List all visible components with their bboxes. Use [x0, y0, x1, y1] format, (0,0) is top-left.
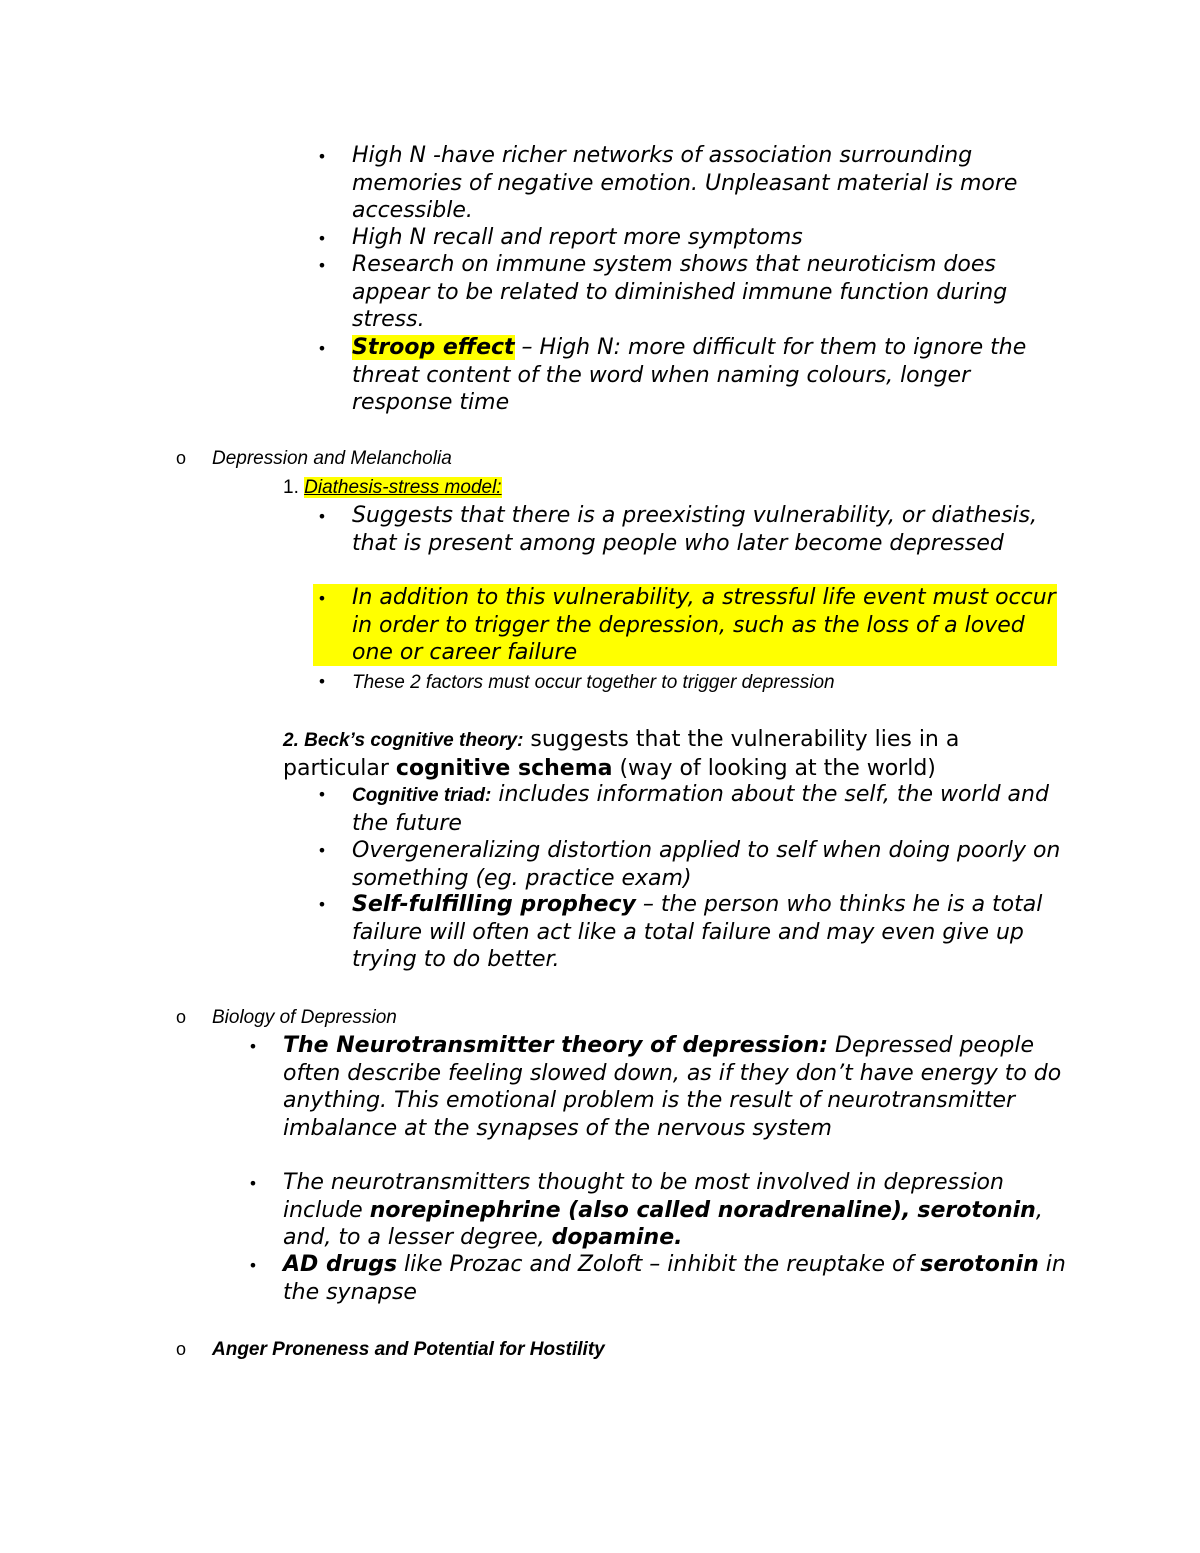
self-fulfilling-prophecy-term: Self-fulfilling prophecy	[352, 892, 636, 917]
item-text: High N recall and report more symptoms	[352, 225, 803, 250]
list-item-cognitive-triad	[352, 781, 1072, 837]
bullet-dot: •	[317, 339, 327, 358]
list-item-immune-research	[352, 251, 1072, 334]
beck-text: suggests that the vulnerability lies in a particular	[283, 727, 960, 781]
list-item-high-n-recall	[352, 224, 1072, 252]
circle-bullet: o	[176, 1339, 187, 1359]
item-text: like Prozac and Zoloft – inhibit the reuptake of	[397, 1252, 921, 1277]
item-text: High N -have richer networks of association surrounding memories of negative emotion. Unpleasant material is more accessible.	[352, 143, 1018, 223]
heading-depression-melancholia: Depression and Melancholia	[212, 448, 452, 469]
bullet-dot: •	[317, 147, 327, 166]
cognitive-schema-term: cognitive schema	[395, 755, 613, 781]
item-text: In addition to this vulnerability, a stressful life event must occur in order to trigger the depression, such as the loss of a loved one or career failure	[352, 585, 1056, 665]
beck-cognitive-theory-paragraph	[283, 726, 1043, 782]
subheading-number: 1.	[283, 477, 305, 498]
item-text: includes information about the self, the world and the future	[352, 782, 1049, 836]
list-item-high-n-networks	[352, 142, 1072, 225]
item-text: , and, to a lesser degree,	[283, 1197, 1043, 1250]
heading-anger-proneness: Anger Proneness and Potential for Hostility	[212, 1339, 605, 1360]
bullet-dot: •	[248, 1256, 258, 1275]
bullet-dot: •	[248, 1174, 258, 1193]
list-item-neurotransmitter-theory	[283, 1032, 1073, 1142]
item-text: Overgeneralizing distortion applied to self when doing poorly on something (eg. practice exam)	[352, 838, 1061, 891]
ad-drugs-term: AD drugs	[283, 1252, 398, 1277]
list-item-preexisting-vulnerability	[352, 502, 1072, 557]
bullet-dot: •	[317, 672, 327, 691]
cognitive-triad-label: Cognitive triad:	[352, 785, 492, 806]
item-text: – High N: more difficult for them to ignore the threat content of the word when naming colours, longer response time	[352, 335, 1027, 415]
list-item-stroop-effect	[352, 334, 1072, 417]
bullet-dot: •	[317, 507, 327, 526]
serotonin-term: serotonin	[920, 1252, 1039, 1277]
list-item-self-fulfilling-prophecy	[352, 891, 1072, 974]
list-item-overgeneralizing	[352, 837, 1072, 892]
bullet-dot: •	[317, 589, 327, 608]
bullet-dot: •	[248, 1037, 258, 1056]
item-text: in the synapse	[283, 1252, 1066, 1305]
item-text: These 2 factors must occur together to trigger depression	[352, 672, 835, 693]
bullet-dot: •	[317, 841, 327, 860]
neurotransmitter-theory-term: The Neurotransmitter theory of depression:	[283, 1033, 829, 1058]
circle-bullet: o	[176, 448, 187, 468]
item-text: Research on immune system shows that neuroticism does appear to be related to diminished immune function during stress.	[352, 252, 1008, 332]
circle-bullet: o	[176, 1007, 187, 1027]
diathesis-title: Diathesis-stress model:	[304, 477, 502, 498]
list-item-two-factors	[352, 668, 1072, 697]
item-text: The neurotransmitters thought to be most involved in depression include	[283, 1170, 1004, 1223]
subheading-diathesis-stress	[283, 474, 502, 501]
beck-title: 2. Beck’s cognitive theory:	[283, 730, 524, 751]
bullet-dot: •	[317, 785, 327, 804]
bullet-dot: •	[317, 895, 327, 914]
list-item-stressful-life-event	[352, 584, 1072, 667]
bullet-dot: •	[317, 229, 327, 248]
item-text: Depressed people often describe feeling slowed down, as if they don’t have energy to do anything. This emotional problem is the result of neurotransmitter imbalance at the synapses of the nervous system	[283, 1033, 1062, 1141]
stroop-effect-term: Stroop effect	[352, 335, 515, 360]
bullet-dot: •	[317, 256, 327, 275]
list-item-ad-drugs	[283, 1251, 1073, 1306]
list-item-neurotransmitters-involved	[283, 1169, 1073, 1252]
serotonin-term: serotonin	[917, 1197, 1036, 1223]
item-text: Suggests that there is a preexisting vulnerability, or diathesis, that is present among people who later become depressed	[352, 503, 1038, 556]
beck-text-end: (way of looking at the world)	[612, 755, 936, 781]
item-text: – the person who thinks he is a total failure will often act like a total failure and may even give up trying to do better.	[352, 892, 1043, 972]
heading-biology-of-depression: Biology of Depression	[212, 1007, 397, 1028]
dopamine-term: dopamine.	[551, 1225, 683, 1250]
norepinephrine-term: norepinephrine (also called noradrenaline),	[369, 1197, 911, 1223]
